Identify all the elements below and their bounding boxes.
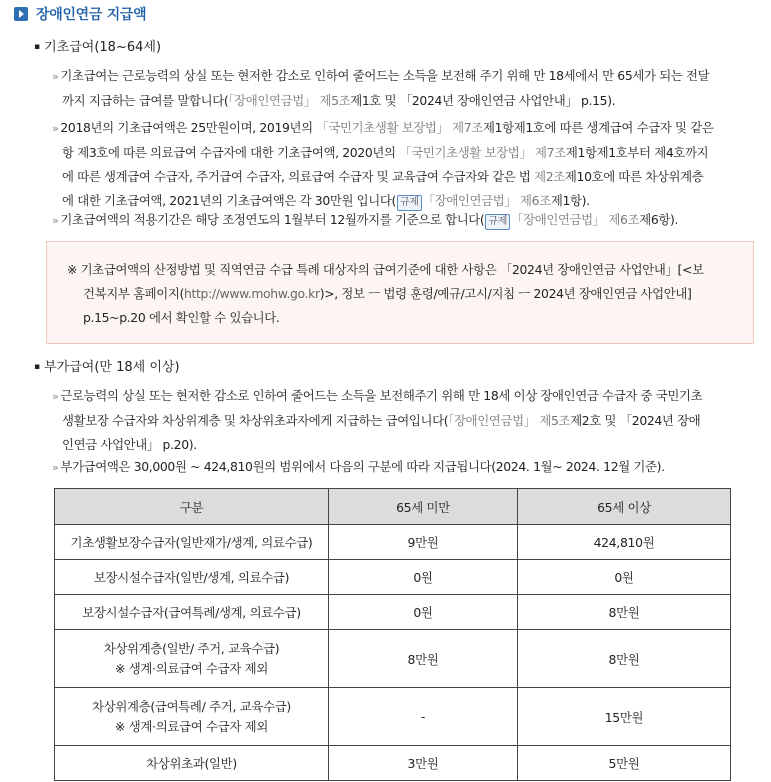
table-row <box>55 525 731 560</box>
under-65-value: 8만원 <box>329 630 518 688</box>
under-65-value: - <box>329 688 518 746</box>
law-link[interactable]: 「장애인연금법」 제5조 <box>228 93 351 108</box>
law-link[interactable]: 「장애인연금법」 제6조 <box>422 193 551 208</box>
row-label: 차상위초과(일반) <box>55 746 329 781</box>
chevron-right-icon: » <box>52 461 59 474</box>
note-box <box>46 241 754 344</box>
regulation-badge[interactable]: 규제 <box>485 214 510 230</box>
section-heading <box>14 4 146 24</box>
row-label: 보장시설수급자(급여특례/생계, 의료수급) <box>55 595 329 630</box>
over-65-value: 8만원 <box>517 630 730 688</box>
table-header-row <box>55 489 731 525</box>
table-row <box>55 560 731 595</box>
table-row <box>55 746 731 781</box>
over-65-value: 5만원 <box>517 746 730 781</box>
over-65-value: 0원 <box>517 560 730 595</box>
chevron-right-icon: » <box>52 122 59 135</box>
additional-benefit-table <box>54 488 731 781</box>
row-label: 차상위계층(급여특례/ 주거, 교육수급) ※ 생계·의료급여 수급자 제외 <box>55 688 329 746</box>
chevron-right-icon: » <box>52 70 59 83</box>
over-65-value: 8만원 <box>517 595 730 630</box>
basic-paragraph-3: » 기초급여액의 적용기간은 해당 조정연도의 1월부터 12월까지를 기준으로 합니다( 규제 「장애인연금법」 제6조제6항). <box>52 208 752 233</box>
law-link[interactable]: 「국민기초생활 보장법」 제7조 <box>399 145 566 160</box>
under-65-value: 3만원 <box>329 746 518 781</box>
play-square-icon <box>14 7 28 21</box>
note-text: ※ 기초급여액의 산정방법 및 직역연금 수급 특례 대상자의 급여기준에 대한 사항은 「2024년 장애인연금 사업안내」[<보 건복지부 홈페이지(http://www.mohw.go.kr)>, 정보 ㅡ 법령 훈령/예규/고시/지침 ㅡ 2024년 장애인연금 사업안내] p.15~p.20 에서 확인할 수 있습니다. <box>67 262 704 325</box>
law-link[interactable]: 「국민기초생활 보장법」 제7조 <box>316 120 483 135</box>
table-row <box>55 688 731 746</box>
regulation-badge[interactable]: 규제 <box>397 195 422 211</box>
law-link[interactable]: 「장애인연금법」 제5조 <box>448 413 571 428</box>
additional-paragraph-2: » 부가급여액은 30,000원 ~ 424,810원의 범위에서 다음의 구분에 따라 지급됩니다(2024. 1월~ 2024. 12월 기준). <box>52 459 665 474</box>
under-65-value: 0원 <box>329 595 518 630</box>
basic-paragraph-1: » 기초급여는 근로능력의 상실 또는 현저한 감소로 인하여 줄어드는 소득을 보전해 주기 위해 만 18세에서 만 65세가 되는 전달 까지 지급하는 급여를 말합니다(「장애인연금법」 제5조제1호 및 「2024년 장애인연금 사업안내」 p.15). <box>52 68 710 108</box>
mohw-url-link[interactable]: http://www.mohw.go.kr <box>184 286 320 301</box>
section-title: 장애인연금 지급액 <box>36 7 147 23</box>
additional-subtitle: ▪ 부가급여(만 18세 이상) <box>34 356 180 375</box>
row-label: 기초생활보장수급자(일반재가/생계, 의료수급) <box>55 525 329 560</box>
under-65-value: 9만원 <box>329 525 518 560</box>
chevron-right-icon: » <box>52 214 59 227</box>
header-over-65: 65세 이상 <box>517 489 730 525</box>
basic-paragraph-2: » 2018년의 기초급여액은 25만원이며, 2019년의 「국민기초생활 보장법」 제7조제1항제1호에 따른 생계급여 수급자 및 같은 항 제3호에 따른 의료급여 수급자에 대한 기초급여액, 2020년의 「국민기초생활 보장법」 제7조제1항제1호부터 제4호까지 에 따른 생계급여 수급자, 주거급여 수급자, 의료급여 수급자 및 교육급여 수급자와 같은 법 제2조제10호에 따른 차상위계층 에 대한 기초급여액, 2021년의 기초급여액은 각 30만원 입니다( 규제 「장애인연금법」 제6조제1항). <box>52 116 752 213</box>
row-label: 차상위계층(일반/ 주거, 교육수급) ※ 생계·의료급여 수급자 제외 <box>55 630 329 688</box>
over-65-value: 15만원 <box>517 688 730 746</box>
table-row <box>55 630 731 688</box>
basic-subtitle: ▪ 기초급여(18~64세) <box>34 36 161 55</box>
header-category: 구분 <box>55 489 329 525</box>
header-under-65: 65세 미만 <box>329 489 518 525</box>
law-link[interactable]: 「장애인연금법」 제6조 <box>511 212 640 227</box>
chevron-right-icon: » <box>52 390 59 403</box>
table-row <box>55 595 731 630</box>
row-label: 보장시설수급자(일반/생계, 의료수급) <box>55 560 329 595</box>
over-65-value: 424,810원 <box>517 525 730 560</box>
additional-paragraph-1: » 근로능력의 상실 또는 현저한 감소로 인하여 줄어드는 소득을 보전해주기 위해 만 18세 이상 장애인연금 수급자 중 국민기초 생활보장 수급자와 차상위계층 및 차상위초과자에게 지급하는 급여입니다(「장애인연금법」 제5조제2호 및 「2024년 장애 인연금 사업안내」 p.20). <box>52 388 703 452</box>
law-link[interactable]: 제2조 <box>534 169 565 184</box>
under-65-value: 0원 <box>329 560 518 595</box>
row-label-note: ※ 생계·의료급여 수급자 제외 <box>115 718 268 734</box>
row-label-note: ※ 생계·의료급여 수급자 제외 <box>115 660 268 676</box>
